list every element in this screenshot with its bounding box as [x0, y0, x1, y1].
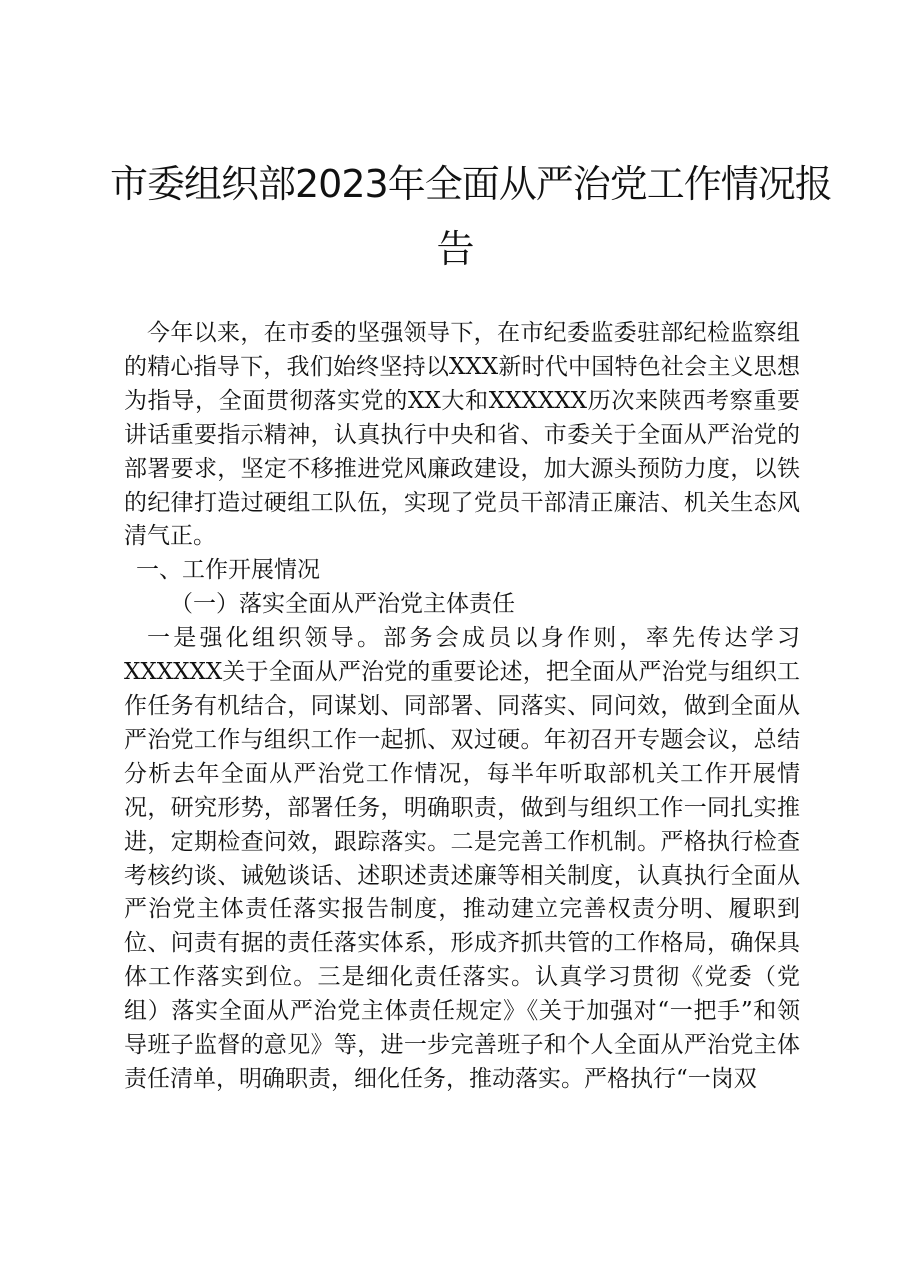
document-body	[124, 317, 800, 1097]
subsection-heading-1: （一）落实全面从严治党主体责任	[170, 591, 515, 618]
document-title-line-1: 市委组织部2023年全面从严治党工作情况报	[110, 162, 832, 206]
body-paragraph: 一是强化组织领导。部务会成员以身作则，率先传达学习XXXXXX关于全面从严治党的重要论述，把全面从严治党与组织工作任务有机结合，同谋划、同部署、同落实、同问效，做到全面从严治党工作与组织工作一起抓、双过硬。年初召开专题会议，总结分析去年全面从严治党工作情况，每半年听取部机关工作开展情况，研究形势，部署任务，明确职责，做到与组织工作一同扎实推进，定期检查问效，跟踪落实。二是完善工作机制。严格执行检查考核约谈、诫勉谈话、述职述责述廉等相关制度，认真执行全面从严治党主体责任落实报告制度，推动建立完善权责分明、履职到位、问责有据的责任落实体系，形成齐抓共管的工作格局，确保具体工作落实到位。三是细化责任落实。认真学习贯彻《党委（党组）落实全面从严治党主体责任规定》《关于加强对“一把手”和领导班子监督的意见》等，进一步完善班子和个人全面从严治党主体责任清单，明确职责，细化任务，推动落实。严格执行“一岗双	[124, 625, 800, 1092]
section-heading-1: 一、工作开展情况	[136, 557, 320, 584]
intro-paragraph: 今年以来，在市委的坚强领导下，在市纪委监委驻部纪检监察组的精心指导下，我们始终坚持以XXX新时代中国特色社会主义思想为指导，全面贯彻落实党的XX大和XXXXXX历次来陕西考察重要讲话重要指示精神，认真执行中央和省、市委关于全面从严治党的部署要求，坚定不移推进党风廉政建设，加大源头预防力度，以铁的纪律打造过硬组工队伍，实现了党员干部清正廉洁、机关生态风清气正。	[124, 320, 800, 550]
document-title-line-2: 告	[436, 227, 474, 271]
